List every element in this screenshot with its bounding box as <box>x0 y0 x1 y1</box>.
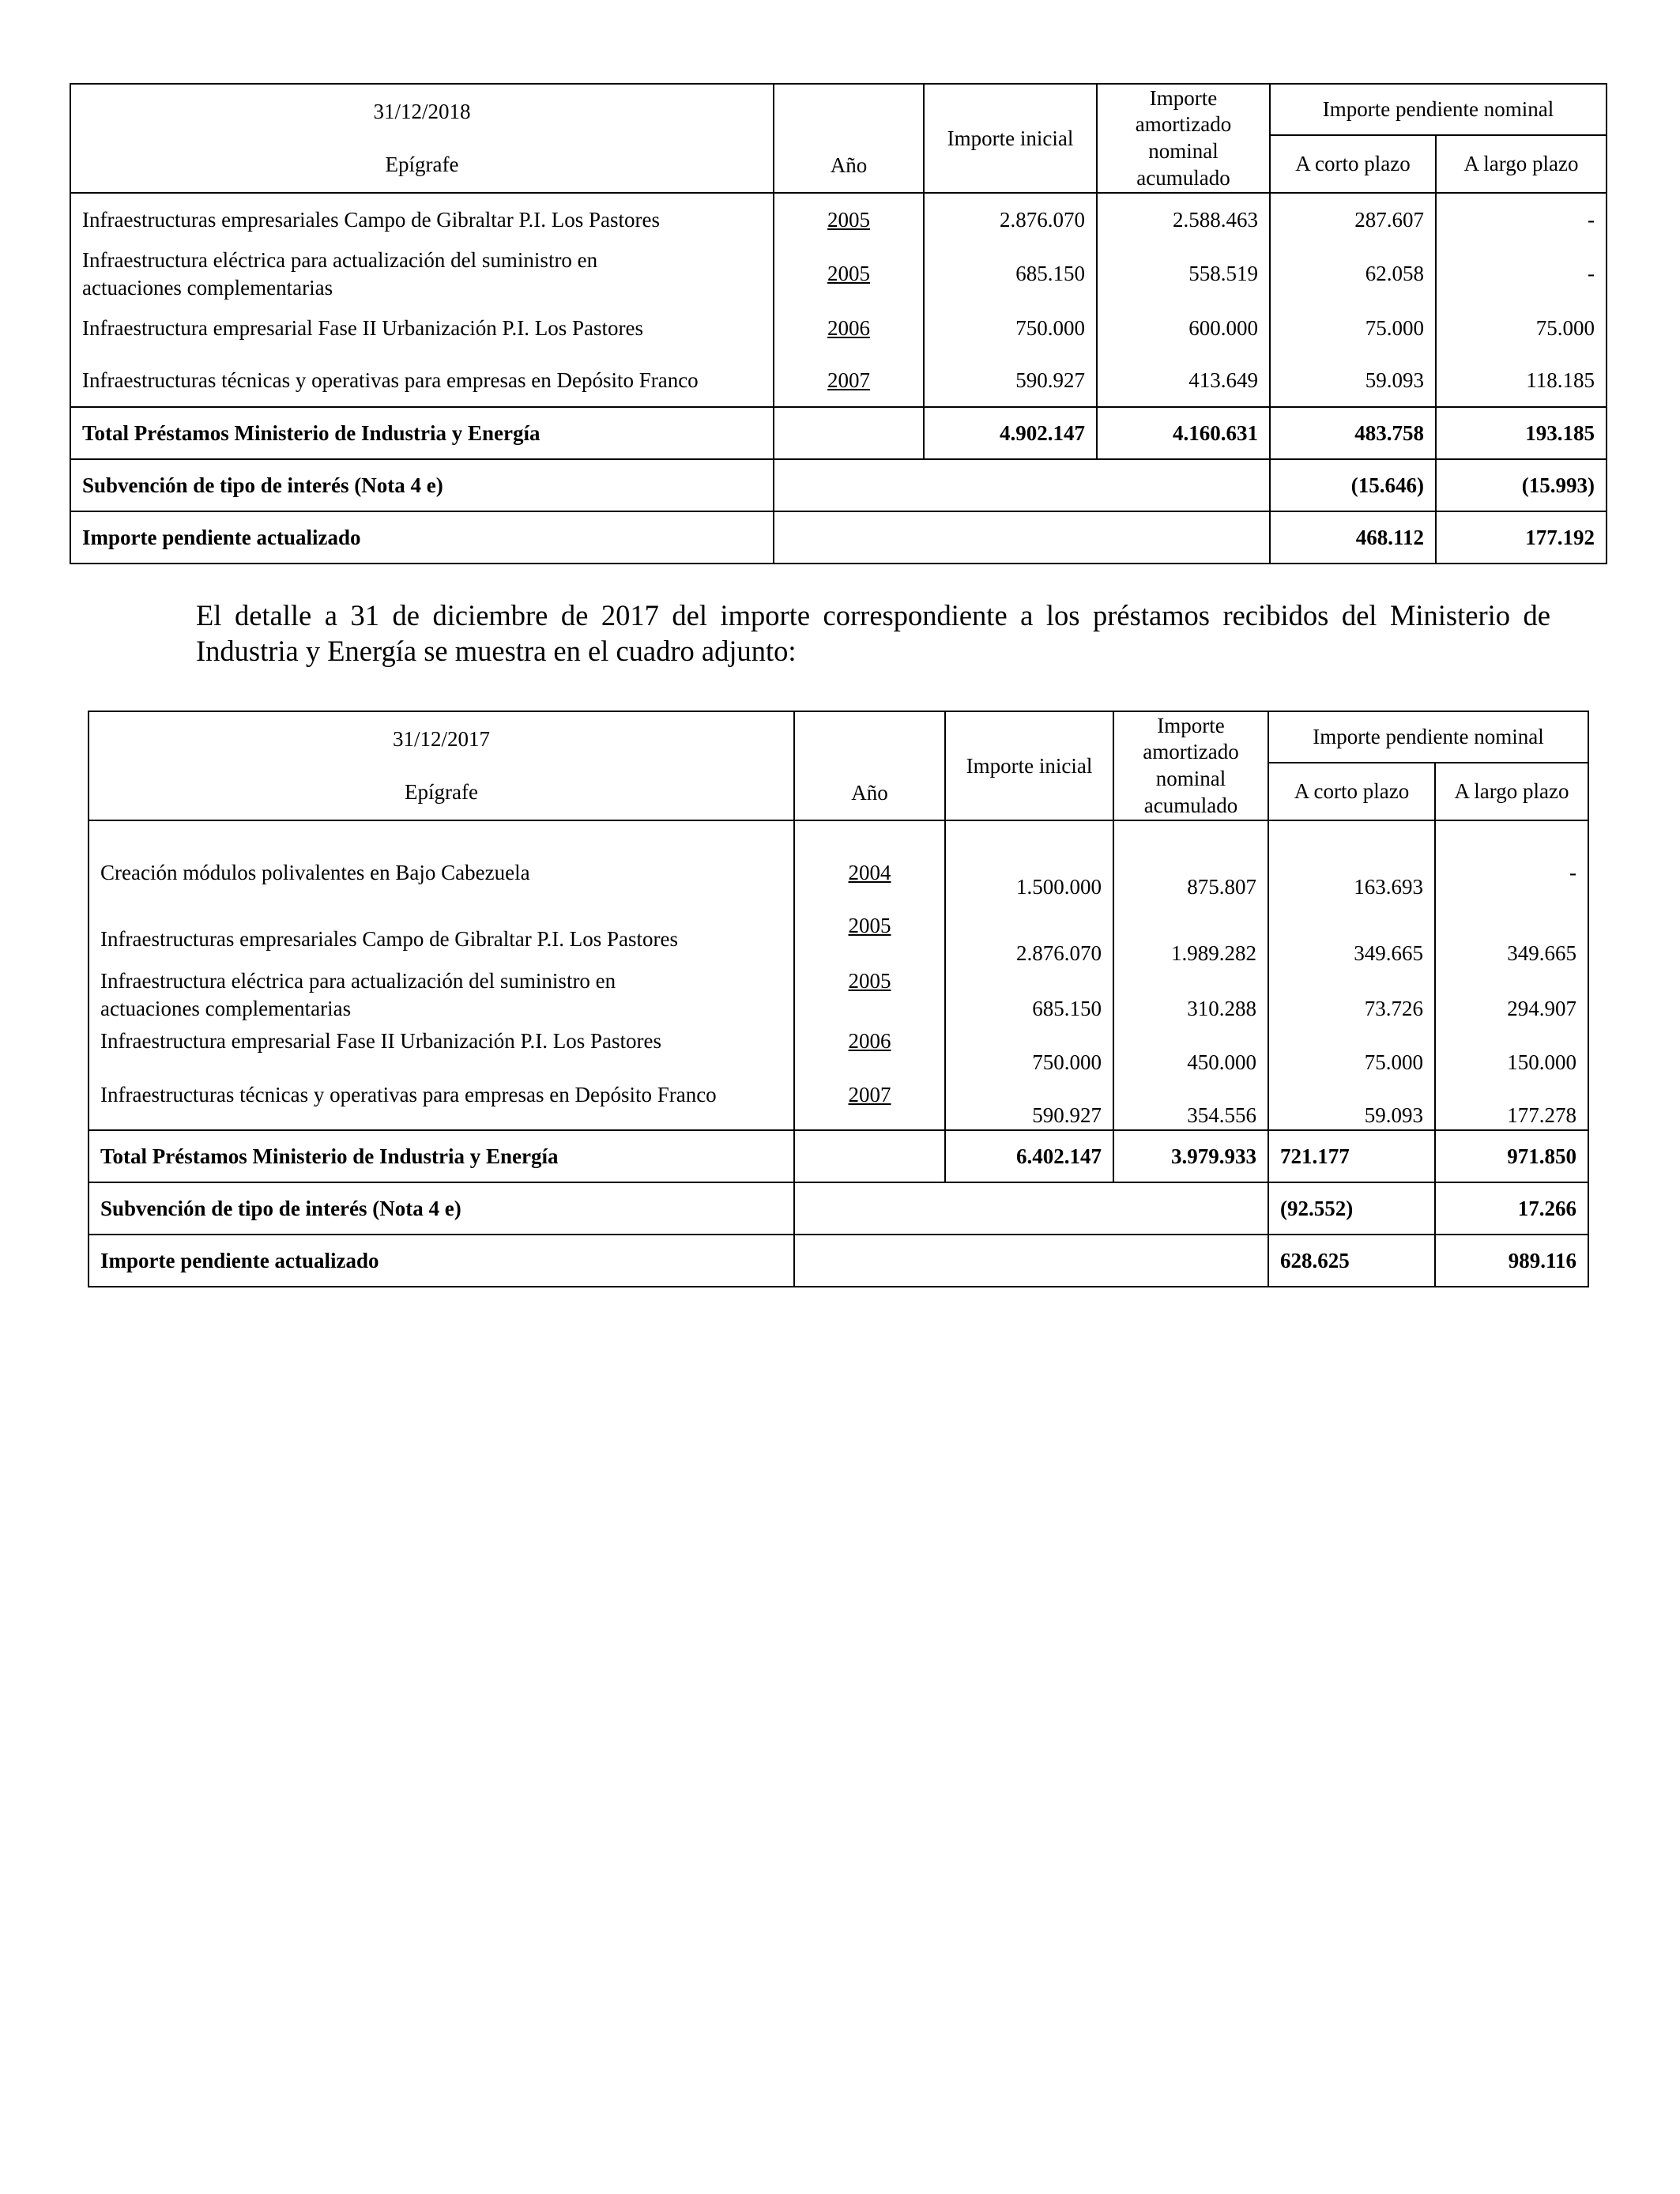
header-amortizado-line-3: nominal <box>1148 139 1219 163</box>
header-importe-amortizado <box>1097 84 1270 193</box>
row-amortizado: 1.989.282 <box>1113 901 1268 967</box>
total-row <box>70 407 1607 459</box>
table-row <box>89 820 1588 901</box>
row-inicial: 2.876.070 <box>924 193 1097 247</box>
header-epigrafe-label: Epígrafe <box>405 780 478 804</box>
row-inicial: 590.927 <box>945 1076 1113 1130</box>
row-anio: 2005 <box>827 208 870 232</box>
row-epigrafe <box>70 247 774 301</box>
header-importe-inicial: Importe inicial <box>945 711 1113 820</box>
total-corto: 721.177 <box>1268 1130 1435 1182</box>
pendiente-corto: 468.112 <box>1270 511 1436 564</box>
row-anio: 2006 <box>848 1029 891 1053</box>
row-largo: 294.907 <box>1435 967 1588 1023</box>
row-epigrafe: Infraestructura empresarial Fase II Urbanización P.I. Los Pastores <box>70 301 774 355</box>
table-row <box>70 193 1607 247</box>
total-inicial: 6.402.147 <box>945 1130 1113 1182</box>
subvencion-corto: (15.646) <box>1270 459 1436 511</box>
row-largo: - <box>1436 193 1607 247</box>
row-largo: 177.278 <box>1435 1076 1588 1130</box>
table-row <box>89 967 1588 1023</box>
row-inicial: 685.150 <box>924 247 1097 301</box>
pendiente-largo: 989.116 <box>1435 1235 1588 1287</box>
header-amortizado-line-4: acumulado <box>1136 165 1230 190</box>
row-amortizado: 354.556 <box>1113 1076 1268 1130</box>
row-amortizado: 875.807 <box>1113 820 1268 901</box>
row-anio: 2007 <box>827 368 870 393</box>
subvencion-row <box>70 459 1607 511</box>
header-largo-plazo: A largo plazo <box>1435 763 1588 820</box>
table-row <box>70 247 1607 301</box>
row-epigrafe-line-2: actuaciones complementarias <box>82 275 333 300</box>
pendiente-row <box>70 511 1607 564</box>
row-amortizado: 558.519 <box>1097 247 1270 301</box>
row-corto: 59.093 <box>1268 1076 1435 1130</box>
pendiente-label: Importe pendiente actualizado <box>70 511 774 564</box>
header-amortizado-line-1: Importe <box>1157 713 1225 737</box>
row-epigrafe: Infraestructuras empresariales Campo de Gibraltar P.I. Los Pastores <box>70 193 774 247</box>
row-amortizado: 450.000 <box>1113 1023 1268 1076</box>
header-largo-plazo: A largo plazo <box>1436 135 1607 193</box>
row-largo: - <box>1436 247 1607 301</box>
row-corto: 75.000 <box>1268 1023 1435 1076</box>
header-importe-inicial: Importe inicial <box>924 84 1097 193</box>
row-epigrafe-line-1: Infraestructura eléctrica para actualización del suministro en <box>82 248 598 272</box>
row-anio: 2006 <box>827 315 870 340</box>
header-anio: Año <box>774 84 924 193</box>
row-amortizado: 2.588.463 <box>1097 193 1270 247</box>
row-anio: 2004 <box>848 861 891 885</box>
table-date: 31/12/2017 <box>392 727 490 752</box>
row-amortizado: 413.649 <box>1097 355 1270 407</box>
row-corto: 75.000 <box>1270 301 1436 355</box>
row-epigrafe: Creación módulos polivalentes en Bajo Cabezuela <box>89 820 794 901</box>
row-corto: 59.093 <box>1270 355 1436 407</box>
row-epigrafe: Infraestructuras técnicas y operativas para empresas en Depósito Franco <box>89 1076 794 1130</box>
row-amortizado: 600.000 <box>1097 301 1270 355</box>
row-anio: 2005 <box>848 969 891 993</box>
subvencion-largo: 17.266 <box>1435 1182 1588 1235</box>
row-epigrafe-line-2: actuaciones complementarias <box>100 996 352 1020</box>
loans-table-2018 <box>70 83 1607 564</box>
table-row <box>89 1023 1588 1076</box>
total-label: Total Préstamos Ministerio de Industria y Energía <box>89 1130 794 1182</box>
row-inicial: 685.150 <box>945 967 1113 1023</box>
header-epigrafe <box>70 84 774 193</box>
row-anio: 2005 <box>827 262 870 286</box>
row-inicial: 750.000 <box>945 1023 1113 1076</box>
row-corto: 163.693 <box>1268 820 1435 901</box>
subvencion-corto: (92.552) <box>1268 1182 1435 1235</box>
table-date: 31/12/2018 <box>373 100 471 124</box>
total-corto: 483.758 <box>1270 407 1436 459</box>
row-epigrafe: Infraestructuras empresariales Campo de Gibraltar P.I. Los Pastores <box>89 901 794 967</box>
row-largo: 118.185 <box>1436 355 1607 407</box>
pendiente-corto: 628.625 <box>1268 1235 1435 1287</box>
row-inicial: 750.000 <box>924 301 1097 355</box>
pendiente-row <box>89 1235 1588 1287</box>
total-amortizado: 4.160.631 <box>1097 407 1270 459</box>
row-anio: 2005 <box>848 914 891 937</box>
row-epigrafe <box>89 967 794 1023</box>
total-label: Total Préstamos Ministerio de Industria y Energía <box>70 407 774 459</box>
header-amortizado-line-3: nominal <box>1155 767 1226 790</box>
header-epigrafe-label: Epígrafe <box>385 153 459 176</box>
header-amortizado-line-2: amortizado <box>1135 112 1232 137</box>
row-anio: 2007 <box>848 1083 891 1106</box>
total-largo: 971.850 <box>1435 1130 1588 1182</box>
subvencion-label: Subvención de tipo de interés (Nota 4 e) <box>70 459 774 511</box>
header-epigrafe <box>89 711 794 820</box>
row-largo: 150.000 <box>1435 1023 1588 1076</box>
loans-table-2017 <box>88 711 1589 1287</box>
row-largo: 349.665 <box>1435 901 1588 967</box>
header-amortizado-line-1: Importe <box>1149 85 1218 110</box>
row-largo: 75.000 <box>1436 301 1607 355</box>
table-row <box>70 301 1607 355</box>
total-amortizado: 3.979.933 <box>1113 1130 1268 1182</box>
header-anio: Año <box>794 711 945 820</box>
table-row <box>89 1076 1588 1130</box>
row-inicial: 2.876.070 <box>945 901 1113 967</box>
row-epigrafe-line-1: Infraestructura eléctrica para actualización del suministro en <box>100 969 616 993</box>
row-largo: - <box>1435 820 1588 901</box>
intro-paragraph: El detalle a 31 de diciembre de 2017 del importe correspondiente a los préstamos recibidos del Ministerio de Industria y Energía se muestra en el cuadro adjunto: <box>196 599 1550 667</box>
row-corto: 287.607 <box>1270 193 1436 247</box>
row-inicial: 590.927 <box>924 355 1097 407</box>
total-inicial: 4.902.147 <box>924 407 1097 459</box>
row-epigrafe: Infraestructuras técnicas y operativas para empresas en Depósito Franco <box>70 355 774 407</box>
pendiente-label: Importe pendiente actualizado <box>89 1235 794 1287</box>
subvencion-label: Subvención de tipo de interés (Nota 4 e) <box>89 1182 794 1235</box>
row-corto: 62.058 <box>1270 247 1436 301</box>
row-amortizado: 310.288 <box>1113 967 1268 1023</box>
header-amortizado-line-4: acumulado <box>1143 793 1238 817</box>
header-corto-plazo: A corto plazo <box>1270 135 1436 193</box>
header-importe-pendiente: Importe pendiente nominal <box>1268 711 1588 763</box>
header-importe-amortizado <box>1113 711 1268 820</box>
row-corto: 349.665 <box>1268 901 1435 967</box>
table-row <box>89 901 1588 967</box>
pendiente-largo: 177.192 <box>1436 511 1607 564</box>
header-importe-pendiente: Importe pendiente nominal <box>1270 84 1607 135</box>
header-amortizado-line-2: amortizado <box>1143 740 1239 764</box>
header-corto-plazo: A corto plazo <box>1268 763 1435 820</box>
row-epigrafe: Infraestructura empresarial Fase II Urbanización P.I. Los Pastores <box>89 1023 794 1076</box>
table-row <box>70 355 1607 407</box>
subvencion-row <box>89 1182 1588 1235</box>
subvencion-largo: (15.993) <box>1436 459 1607 511</box>
total-largo: 193.185 <box>1436 407 1607 459</box>
row-corto: 73.726 <box>1268 967 1435 1023</box>
row-inicial: 1.500.000 <box>945 820 1113 901</box>
total-row <box>89 1130 1588 1182</box>
